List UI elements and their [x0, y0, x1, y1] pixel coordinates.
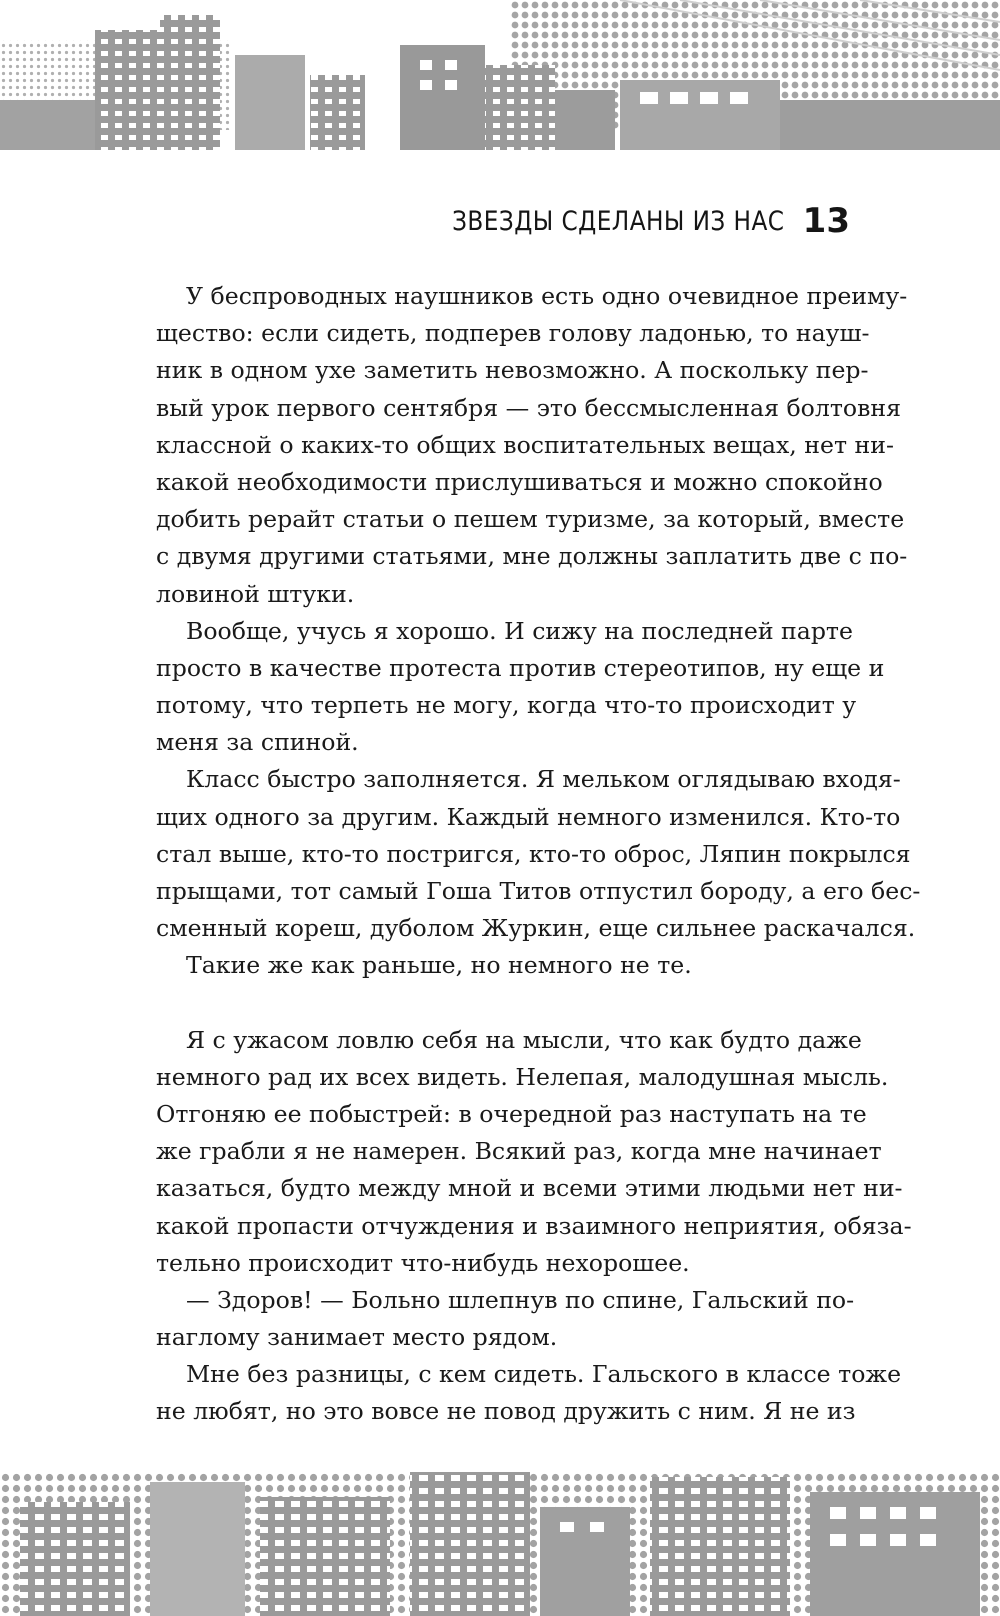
text-line: классной о каких-то общих воспитательных вещах, нет ни- — [156, 430, 894, 459]
text-line: тельно происходит что-нибудь нехорошее. — [156, 1248, 690, 1277]
text-line: просто в качестве протеста против стереотипов, ну еще и — [156, 653, 885, 682]
text-line: же грабли я не намерен. Всякий раз, когда мне начинает — [156, 1137, 882, 1166]
text-line: казаться, будто между мной и всеми этими людьми нет ни- — [156, 1174, 903, 1203]
text-line: сменный кореш, дуболом Журкин, еще сильнее раскачался. — [156, 914, 916, 943]
text-line: прыщами, тот самый Гоша Титов отпустил бороду, а его бес- — [156, 877, 921, 905]
bottom-buildings-decoration — [0, 1472, 1000, 1616]
text-line: немного рад их всех видеть. Нелепая, малодушная мысль. — [156, 1062, 889, 1091]
text-line: щество: если сидеть, подперев голову ладонью, то науш- — [156, 319, 870, 348]
text-line: Такие же как раньше, но немного не те. — [186, 951, 692, 980]
text-line: У беспроводных наушников есть одно очевидное преиму- — [186, 282, 908, 310]
text-line: Вообще, учусь я хорошо. И сижу на последней парте — [186, 616, 853, 645]
text-line: какой необходимости прислушиваться и можно спокойно — [156, 467, 883, 496]
text-line: не любят, но это вовсе не повод дружить с ним. Я не из — [156, 1397, 856, 1426]
text-line: Отгоняю ее побыстрей: в очередной раз наступать на те — [156, 1099, 867, 1128]
text-line: Мне без разницы, с кем сидеть. Гальского в классе тоже — [186, 1360, 902, 1389]
text-line: стал выше, кто-то постригся, кто-то оброс, Ляпин покрылся — [156, 839, 911, 868]
running-header — [380, 196, 850, 246]
text-line: Я с ужасом ловлю себя на мысли, что как будто даже — [186, 1025, 862, 1054]
text-line: наглому занимает место рядом. — [156, 1323, 558, 1352]
text-line: какой пропасти отчуждения и взаимного неприятия, обяза- — [156, 1211, 912, 1240]
book-title: ЗВЕЗДЫ СДЕЛАНЫ ИЗ НАС — [452, 205, 785, 237]
text-line: вый урок первого сентября — это бессмысленная болтовня — [156, 393, 902, 422]
text-line: ловиной штуки. — [156, 579, 355, 608]
text-line: щих одного за другим. Каждый немного изменился. Кто-то — [156, 802, 901, 831]
top-skyline-decoration — [0, 0, 1000, 150]
text-line: Класс быстро заполняется. Я мельком оглядываю входя- — [186, 765, 901, 794]
text-line: меня за спиной. — [156, 728, 359, 757]
text-line: с двумя другими статьями, мне должны заплатить две с по- — [156, 542, 908, 571]
text-line: ник в одном ухе заметить невозможно. А поскольку пер- — [156, 356, 869, 385]
text-line: потому, что терпеть не могу, когда что-то происходит у — [156, 691, 857, 720]
paragraph-gap — [156, 985, 848, 1022]
text-line: — Здоров! — Больно шлепнув по спине, Гальский по- — [186, 1285, 855, 1314]
page-number: 13 — [802, 201, 850, 241]
text-line: добить рерайт статьи о пешем туризме, за который, вместе — [156, 505, 905, 534]
page-body-text — [156, 278, 921, 1431]
